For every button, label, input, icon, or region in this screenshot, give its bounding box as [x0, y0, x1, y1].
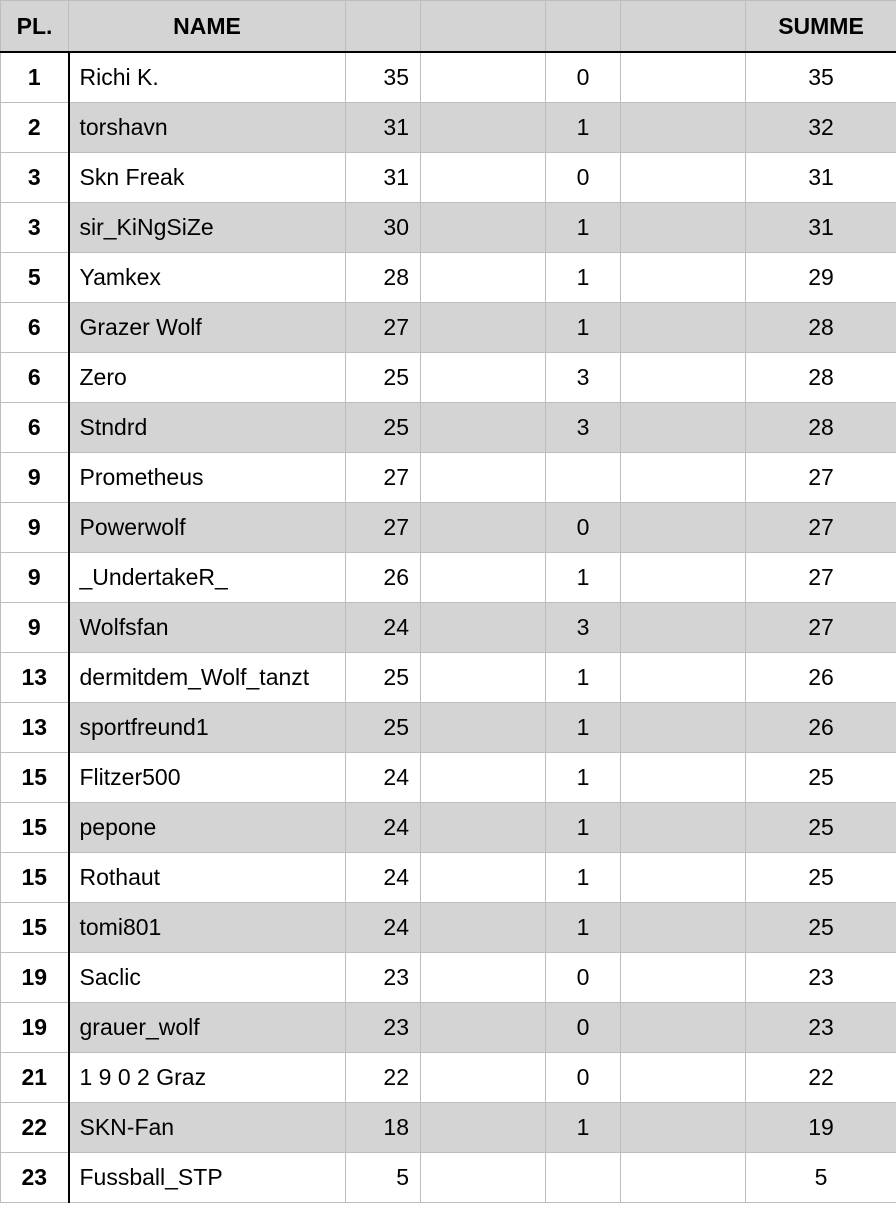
points-c-cell: 1 — [546, 253, 621, 303]
points-b-cell — [421, 1153, 546, 1203]
player-name-cell: SKN-Fan — [69, 1103, 346, 1153]
points-b-cell — [421, 753, 546, 803]
table-row — [1, 1103, 896, 1153]
header-summe: SUMME — [746, 1, 896, 53]
points-a-cell: 27 — [346, 453, 421, 503]
table-row — [1, 553, 896, 603]
points-d-cell — [621, 203, 746, 253]
points-a-cell: 25 — [346, 703, 421, 753]
sum-cell: 31 — [746, 203, 896, 253]
table-row — [1, 803, 896, 853]
points-b-cell — [421, 403, 546, 453]
points-c-cell: 0 — [546, 1003, 621, 1053]
table-row — [1, 753, 896, 803]
player-name-cell: _UndertakeR_ — [69, 553, 346, 603]
points-a-cell: 27 — [346, 503, 421, 553]
points-d-cell — [621, 253, 746, 303]
points-c-cell: 1 — [546, 853, 621, 903]
points-a-cell: 27 — [346, 303, 421, 353]
points-a-cell: 23 — [346, 1003, 421, 1053]
player-name-cell: Stndrd — [69, 403, 346, 453]
rank-cell: 13 — [1, 703, 69, 753]
points-c-cell: 1 — [546, 703, 621, 753]
player-name-cell: 1 9 0 2 Graz — [69, 1053, 346, 1103]
points-c-cell: 3 — [546, 353, 621, 403]
header-col-d — [621, 1, 746, 53]
rank-cell: 1 — [1, 52, 69, 103]
sum-cell: 19 — [746, 1103, 896, 1153]
header-row — [1, 1, 896, 53]
sum-cell: 31 — [746, 153, 896, 203]
points-d-cell — [621, 753, 746, 803]
points-c-cell: 1 — [546, 303, 621, 353]
points-c-cell: 1 — [546, 553, 621, 603]
points-d-cell — [621, 1103, 746, 1153]
points-d-cell — [621, 1153, 746, 1203]
points-a-cell: 30 — [346, 203, 421, 253]
player-name-cell: Yamkex — [69, 253, 346, 303]
points-c-cell: 1 — [546, 653, 621, 703]
points-b-cell — [421, 953, 546, 1003]
points-b-cell — [421, 353, 546, 403]
points-a-cell: 25 — [346, 653, 421, 703]
sum-cell: 27 — [746, 453, 896, 503]
rank-cell: 5 — [1, 253, 69, 303]
sum-cell: 29 — [746, 253, 896, 303]
points-d-cell — [621, 853, 746, 903]
points-c-cell — [546, 1153, 621, 1203]
rank-cell: 15 — [1, 753, 69, 803]
points-a-cell: 23 — [346, 953, 421, 1003]
points-a-cell: 31 — [346, 103, 421, 153]
header-col-a — [346, 1, 421, 53]
sum-cell: 25 — [746, 903, 896, 953]
points-b-cell — [421, 1053, 546, 1103]
player-name-cell: tomi801 — [69, 903, 346, 953]
sum-cell: 25 — [746, 853, 896, 903]
points-d-cell — [621, 52, 746, 103]
player-name-cell: Flitzer500 — [69, 753, 346, 803]
table-row — [1, 853, 896, 903]
sum-cell: 22 — [746, 1053, 896, 1103]
player-name-cell: Wolfsfan — [69, 603, 346, 653]
points-c-cell: 1 — [546, 1103, 621, 1153]
table-row — [1, 453, 896, 503]
rank-cell: 3 — [1, 203, 69, 253]
rank-cell: 21 — [1, 1053, 69, 1103]
table-row — [1, 253, 896, 303]
points-a-cell: 24 — [346, 753, 421, 803]
player-name-cell: dermitdem_Wolf_tanzt — [69, 653, 346, 703]
table-row — [1, 52, 896, 103]
sum-cell: 35 — [746, 52, 896, 103]
player-name-cell: Prometheus — [69, 453, 346, 503]
player-name-cell: Grazer Wolf — [69, 303, 346, 353]
table-row — [1, 503, 896, 553]
points-c-cell: 0 — [546, 503, 621, 553]
table-row — [1, 303, 896, 353]
points-b-cell — [421, 303, 546, 353]
points-a-cell: 26 — [346, 553, 421, 603]
points-a-cell: 35 — [346, 52, 421, 103]
sum-cell: 28 — [746, 353, 896, 403]
player-name-cell: Skn Freak — [69, 153, 346, 203]
points-c-cell: 1 — [546, 903, 621, 953]
table-row — [1, 1053, 896, 1103]
rank-cell: 6 — [1, 303, 69, 353]
table-row — [1, 903, 896, 953]
points-b-cell — [421, 553, 546, 603]
points-c-cell: 1 — [546, 753, 621, 803]
player-name-cell: Saclic — [69, 953, 346, 1003]
points-d-cell — [621, 703, 746, 753]
sum-cell: 27 — [746, 503, 896, 553]
points-d-cell — [621, 1003, 746, 1053]
rank-cell: 9 — [1, 453, 69, 503]
points-b-cell — [421, 1003, 546, 1053]
points-b-cell — [421, 803, 546, 853]
points-a-cell: 28 — [346, 253, 421, 303]
table-row — [1, 153, 896, 203]
points-b-cell — [421, 253, 546, 303]
table-row — [1, 1003, 896, 1053]
rank-cell: 15 — [1, 903, 69, 953]
rank-cell: 6 — [1, 353, 69, 403]
points-b-cell — [421, 603, 546, 653]
points-d-cell — [621, 653, 746, 703]
rank-cell: 15 — [1, 803, 69, 853]
rank-cell: 19 — [1, 1003, 69, 1053]
points-b-cell — [421, 1103, 546, 1153]
points-d-cell — [621, 603, 746, 653]
table-row — [1, 1153, 896, 1203]
points-b-cell — [421, 853, 546, 903]
rank-cell: 22 — [1, 1103, 69, 1153]
sum-cell: 32 — [746, 103, 896, 153]
points-a-cell: 5 — [346, 1153, 421, 1203]
player-name-cell: Zero — [69, 353, 346, 403]
player-name-cell: Rothaut — [69, 853, 346, 903]
sum-cell: 28 — [746, 303, 896, 353]
table-row — [1, 403, 896, 453]
sum-cell: 26 — [746, 653, 896, 703]
player-name-cell: grauer_wolf — [69, 1003, 346, 1053]
sum-cell: 27 — [746, 603, 896, 653]
points-d-cell — [621, 803, 746, 853]
points-c-cell: 0 — [546, 52, 621, 103]
points-d-cell — [621, 103, 746, 153]
points-a-cell: 25 — [346, 403, 421, 453]
sum-cell: 23 — [746, 953, 896, 1003]
table-row — [1, 203, 896, 253]
table-body — [1, 52, 896, 1203]
table-row — [1, 353, 896, 403]
table-row — [1, 953, 896, 1003]
points-c-cell: 3 — [546, 403, 621, 453]
points-b-cell — [421, 103, 546, 153]
rank-cell: 13 — [1, 653, 69, 703]
points-d-cell — [621, 303, 746, 353]
sum-cell: 27 — [746, 553, 896, 603]
points-d-cell — [621, 953, 746, 1003]
player-name-cell: Powerwolf — [69, 503, 346, 553]
points-c-cell: 0 — [546, 953, 621, 1003]
rank-cell: 6 — [1, 403, 69, 453]
points-c-cell: 0 — [546, 1053, 621, 1103]
points-b-cell — [421, 653, 546, 703]
points-c-cell: 1 — [546, 203, 621, 253]
points-d-cell — [621, 403, 746, 453]
player-name-cell: torshavn — [69, 103, 346, 153]
points-a-cell: 24 — [346, 853, 421, 903]
points-b-cell — [421, 503, 546, 553]
rank-cell: 9 — [1, 603, 69, 653]
player-name-cell: Richi K. — [69, 52, 346, 103]
sum-cell: 5 — [746, 1153, 896, 1203]
points-c-cell: 0 — [546, 153, 621, 203]
points-d-cell — [621, 353, 746, 403]
points-b-cell — [421, 52, 546, 103]
points-c-cell: 3 — [546, 603, 621, 653]
points-d-cell — [621, 153, 746, 203]
points-a-cell: 25 — [346, 353, 421, 403]
points-a-cell: 18 — [346, 1103, 421, 1153]
points-b-cell — [421, 153, 546, 203]
rank-cell: 19 — [1, 953, 69, 1003]
header-name: NAME — [69, 1, 346, 53]
table-row — [1, 603, 896, 653]
table-row — [1, 653, 896, 703]
points-b-cell — [421, 703, 546, 753]
points-c-cell — [546, 453, 621, 503]
points-d-cell — [621, 453, 746, 503]
points-d-cell — [621, 1053, 746, 1103]
rank-cell: 15 — [1, 853, 69, 903]
rank-cell: 9 — [1, 503, 69, 553]
table-row — [1, 103, 896, 153]
points-c-cell: 1 — [546, 803, 621, 853]
header-col-b — [421, 1, 546, 53]
sum-cell: 28 — [746, 403, 896, 453]
header-pl: PL. — [1, 1, 69, 53]
points-b-cell — [421, 453, 546, 503]
rank-cell: 2 — [1, 103, 69, 153]
points-a-cell: 24 — [346, 603, 421, 653]
points-c-cell: 1 — [546, 103, 621, 153]
rank-cell: 9 — [1, 553, 69, 603]
table-row — [1, 703, 896, 753]
table-header — [1, 1, 896, 53]
player-name-cell: pepone — [69, 803, 346, 853]
points-b-cell — [421, 903, 546, 953]
sum-cell: 26 — [746, 703, 896, 753]
sum-cell: 25 — [746, 803, 896, 853]
points-d-cell — [621, 553, 746, 603]
player-name-cell: sportfreund1 — [69, 703, 346, 753]
points-a-cell: 24 — [346, 803, 421, 853]
points-d-cell — [621, 503, 746, 553]
points-d-cell — [621, 903, 746, 953]
player-name-cell: sir_KiNgSiZe — [69, 203, 346, 253]
rank-cell: 3 — [1, 153, 69, 203]
points-b-cell — [421, 203, 546, 253]
points-a-cell: 31 — [346, 153, 421, 203]
points-a-cell: 22 — [346, 1053, 421, 1103]
points-a-cell: 24 — [346, 903, 421, 953]
rank-cell: 23 — [1, 1153, 69, 1203]
sum-cell: 25 — [746, 753, 896, 803]
sum-cell: 23 — [746, 1003, 896, 1053]
header-col-c — [546, 1, 621, 53]
player-name-cell: Fussball_STP — [69, 1153, 346, 1203]
